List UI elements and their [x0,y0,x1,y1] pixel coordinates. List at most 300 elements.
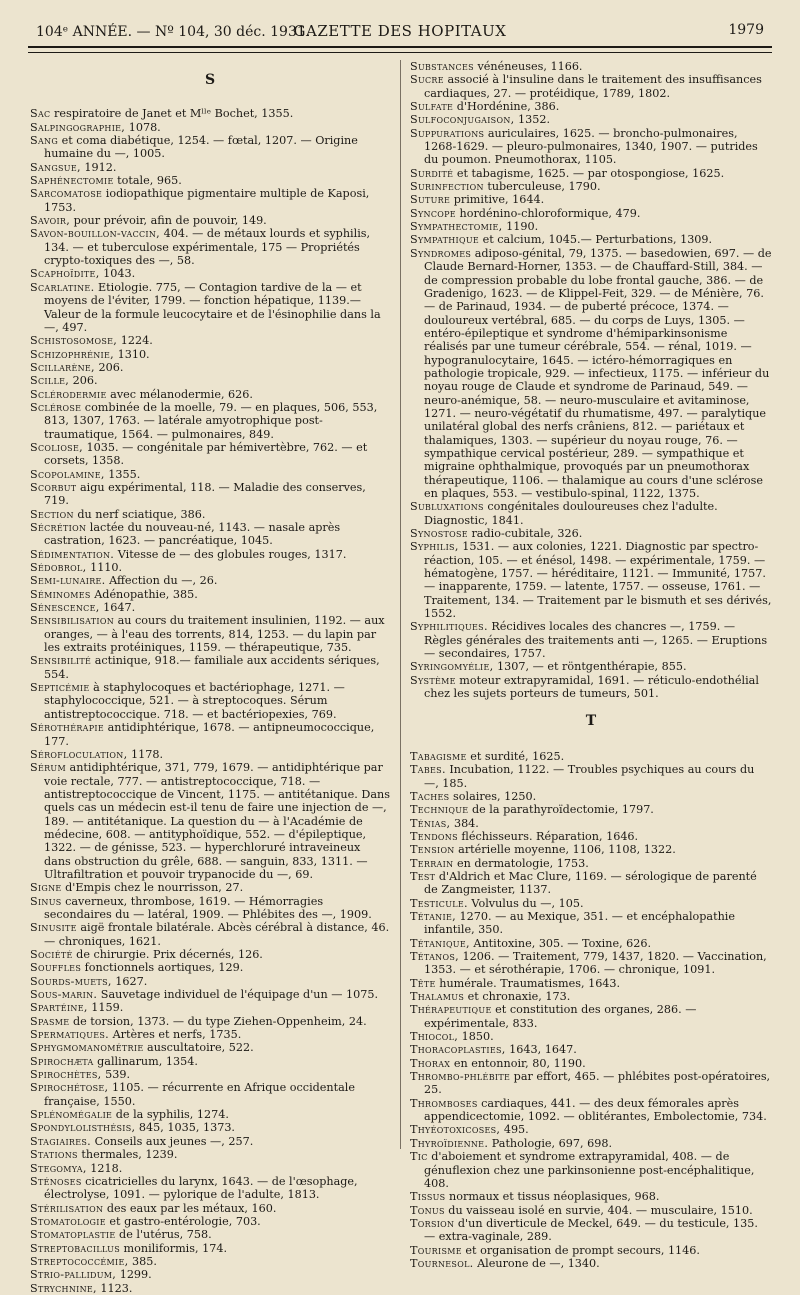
index-entry-text: cicatricielles du larynx, 1643. — de l'œsophage, électrolyse, 1091. — pylorique de l'adulte, 1813. [44,1174,358,1202]
index-entry [410,100,772,113]
index-entry-heading: Stérilisation [30,1201,104,1215]
index-entry [30,1081,390,1108]
index-entry-heading: Thrombo-phlébite [410,1070,511,1084]
section-letter-t: T [585,712,597,729]
index-entry [410,207,772,220]
index-entry [30,721,390,748]
index-entry-heading: Subluxations [410,500,484,514]
index-entry [30,187,390,214]
index-entry [410,113,772,126]
index-entry [410,73,772,100]
index-entry-heading: Tension [410,843,455,857]
index-entry [410,750,772,763]
index-entry [410,950,772,977]
index-entry-heading: Streptobacillus [30,1241,120,1255]
index-entry-heading: Section [30,507,74,521]
index-entry-text: Pathologie, 697, 698. [488,1136,613,1150]
index-entry-heading: Système [410,673,456,687]
index-entry-heading: Tabagisme [410,749,467,763]
index-entry-text: de la syphilis, 1274. [112,1108,229,1122]
index-entry-heading: Spirochètes, [30,1068,102,1082]
index-entry-heading: Sang [30,134,59,148]
index-entry-text: de chirurgie. Prix décernés, 126. [72,948,263,961]
right-column [410,60,772,1270]
index-entry-text: des eaux par les métaux, 160. [103,1201,277,1215]
index-entry-text: et constitution des organes, 286. — expérimentale, 833. [424,1003,697,1030]
index-entry-heading: Synostose [410,527,468,541]
page-number: 1979 [728,22,764,38]
index-entry-heading: Spirochétose, [30,1081,109,1095]
index-entry-heading: Sérum [30,761,66,775]
index-entry-heading: Splénomégalie [30,1108,113,1122]
index-entry [30,654,390,681]
index-entry-text: 1352. [514,113,551,127]
index-entry [30,468,390,481]
index-entry-heading: Tonus [410,1203,445,1217]
index-entry-heading: Stations [30,1148,78,1162]
index-entry [30,588,390,601]
index-entry-text: en entonnoir, 80, 1190. [450,1056,586,1070]
index-entry [410,527,772,540]
index-entry [410,1057,772,1070]
index-entry-heading: Séminomes [30,587,91,601]
index-entry [30,214,390,227]
index-entry-heading: Scopolamine, [30,467,105,481]
index-entry-heading: Terrain [410,856,454,870]
index-entry-text: adiposo-génital, 79, 1375. — basedowien, 697. — de Claude Bernard-Horner, 1353. — de Chauffard-Still, 384. — de compression probable du lobe frontal gauche, 386. — de Gradenigo, 1623. — de Klippel-Feit, 329. — de Ménière, 76. — de Parinaud, 1934. — de puberté précoce, 1374. — douloureux vertébral, 685. — du corps de Luys, 1305. — entéro-épileptique et syndrome d'hémiparkinsonisme réalisés par une tumeur cérébrale, 554. — rénal, 1019. — hypogranulocytaire, 1645. — ictéro-hémorragiques en pathologie tropicale, 929. — infectieux, 1175. — inférieur du noyau rouge de Claude et syndrome de Parinaud, 549. — neuro-anémique, 58. — neuro-musculaire et avitaminose, 1271. — neuro-végétatif du rhumatisme, 497. — paralytique unilatéral global des nerfs crâniens, 812. — pariétaux et thalamiques, 1303. — supérieur du noyau rouge, 76. — sympathique cervical postérieur, 289. — sympathique et migraine ophthalmique, provoqués par un pneumothorax thérapeutique, 1106. — thalamique au cours d'une sclérose en plaques, 553. — vestibulo-spinal, 1122, 1375. [424,246,772,500]
index-entry [410,803,772,816]
index-entry-heading: Souffles [30,961,82,975]
index-entry-text: 495. [500,1123,529,1137]
index-entry [30,134,390,161]
index-entry-heading: Sédimentation. [30,547,115,561]
index-entry-heading: Sympathique [410,233,480,247]
index-entry [30,601,390,614]
index-entry-heading: Sous-marin. [30,988,98,1002]
index-entry-text: 1035. — congénitale par hémivertèbre, 762. — et corsets, 1358. [44,440,368,468]
index-entry-text: 845, 1035, 1373. [135,1121,235,1135]
index-entry [410,247,772,501]
index-entry [30,1282,390,1295]
index-entry-text: gallinarum, 1354. [93,1054,198,1068]
index-entry-text: 1206. — Traitement, 779, 1437, 1820. — Vaccination, 1353. — et sérothérapie, 1706. — chronique, 1091. [424,950,767,977]
index-entry [30,161,390,174]
index-entry-heading: Tissus [410,1190,446,1204]
index-entry-heading: Stomatologie [30,1214,106,1228]
issue-info: 104ᵉ ANNÉE. — Nº 104, 30 déc. 1931. [36,24,311,40]
index-entry-heading: Sécrétion [30,521,87,534]
index-entry-heading: Tête [410,976,436,990]
index-entry-heading: Savon-bouillon-vaccin, [30,227,161,241]
index-entry-text: antidiphtérique, 371, 779, 1679. — antidiphtérique par voie rectale, 777. — antistreptococcique, 718. — antistreptococcique de Vincent, 1175. — antitétanique. Dans quels cas un médecin est-il tenu de faire une injection de —, 189. — antitétanique. La question du — à l'Académie de médecine, 608. — antityphoïdique, 552. — d'épileptique, 1322. — de génisse, 523. — hyperchloruré intraveineux dans obstruction du grêle, 688. — sanguin, 833, 1311. — Ultrafiltration et pouvoir trypanocide du —, 69. [44,761,390,881]
index-entry [410,1003,772,1030]
index-entry-text: 206. [69,374,98,388]
index-entry [30,561,390,574]
index-entry-heading: Tabes. [410,763,446,777]
index-entry-text: et gastro-entérologie, 703. [105,1214,261,1228]
index-entry-heading: Sensibilisation [30,614,115,628]
index-entry-text: d'un diverticule de Meckel, 649. — du testicule, 135. — extra-vaginale, 289. [424,1216,758,1244]
index-entry [30,881,390,894]
index-entry-text: de l'utérus, 758. [115,1228,212,1242]
page-header [36,16,764,40]
index-entry-heading: Signe [30,881,62,895]
index-entry-heading: Sangsue, [30,160,81,174]
index-entry [30,361,390,374]
index-entry-heading: Tétanos, [410,950,459,963]
index-entry-heading: Taches [410,789,450,803]
index-entry-text: 1190. [502,220,539,234]
index-entry-text: solaires, 1250. [449,789,537,803]
index-entry-heading: Thiocol, [410,1030,459,1044]
index-entry-text: antidiphtérique, 1678. — antipneumococcique, 177. [44,721,375,748]
index-entry-text: moteur extrapyramidal, 1691. — réticulo-endothélial chez les sujets porteurs de tumeurs, 501. [424,673,759,701]
index-entry-heading: Spirochæta [30,1054,94,1068]
index-entry [410,1257,772,1270]
right-entry-list-s [410,60,772,701]
index-entry [410,1043,772,1056]
index-entry-text: combinée de la moelle, 79. — en plaques, 506, 553, 813, 1307, 1763. — latérale amyotrophique post-traumatique, 1564. — pulmonaires, 849. [44,400,378,441]
index-entry-text: tuberculeuse, 1790. [483,180,601,194]
index-entry [410,857,772,870]
index-entry-text: 539. [101,1068,131,1082]
index-entry-heading: Syphilitiques. [410,620,488,634]
index-entry-text: pour prévoir, afin de pouvoir, 149. [70,214,267,228]
index-entry-text: Récidives locales des chancres —, 1759. — Règles générales des traitements anti —, 1265. — Eruptions — secondaires, 1757. [424,620,768,661]
index-entry-text: vénéneuses, 1166. [473,60,583,73]
index-entry-text: artérielle moyenne, 1106, 1108, 1322. [454,843,676,857]
right-entry-list-t [410,750,772,1270]
index-entry [410,1150,772,1190]
index-entry-heading: Surinfection [410,180,484,194]
index-entry-heading: Sarcomatose [30,187,103,201]
index-entry-heading: Semi-lunaire. [30,574,106,588]
index-entry-text: à staphylocoques et bactériophage, 1271. — staphylococcique, 521. — à streptocoques. Sérum antistreptococcique. 718. — et bactériopexies, 769. [44,681,345,721]
index-entry-text: 385. [128,1254,157,1268]
index-entry-text: 1224. [117,334,153,348]
index-entry-heading: Schizophrénie, [30,347,115,361]
index-entry-text: Vitesse de — des globules rouges, 1317. [114,547,347,561]
index-entry [30,614,390,654]
index-entry-heading: Tétanique, [410,936,470,950]
index-entry-text: hordénino-chloroformique, 479. [455,206,641,220]
index-entry-heading: Salpingographie, [30,120,126,134]
index-entry-text: actinique, 918.— familiale aux accidents sériques, 554. [44,654,380,681]
index-entry-text: avec mélanodermie, 626. [106,387,253,401]
left-entry-list [30,107,390,1295]
index-entry [30,121,390,134]
index-entry-heading: Thyroïdienne. [410,1136,489,1150]
index-entry [410,127,772,167]
index-entry-text: par effort, 465. — phlébites post-opératoires, 25. [424,1070,771,1097]
index-entry [30,1268,390,1281]
index-entry [30,481,390,508]
index-entry-text: Sauvetage individuel de l'équipage d'un — 1075. [97,988,379,1002]
index-entry-text: 1647. [99,601,136,615]
index-entry [30,574,390,587]
index-entry-heading: Sédobrol, [30,561,87,575]
index-entry-text: d'aboiement et syndrome extrapyramidal, 408. — de génuflexion chez une parkinsonienne post-encéphalitique, 408. [424,1150,755,1190]
index-entry-heading: Stegomya, [30,1161,87,1175]
index-entry [410,1190,772,1203]
index-entry [30,281,390,334]
index-entry-text: 1123. [96,1281,133,1295]
index-entry-heading: Sérofloculation, [30,747,128,761]
index-entry [30,1148,390,1161]
index-entry [30,921,390,948]
index-entry-heading: Surdité [410,166,454,180]
index-entry-heading: Sinus [30,894,62,908]
index-entry [30,1001,390,1014]
index-entry-heading: Strychnine, [30,1281,97,1295]
index-entry-heading: Thyéotoxicoses, [410,1123,501,1137]
index-entry [410,233,772,246]
index-entry-text: 1310. [114,347,150,361]
index-entry-heading: Stomatoplastie [30,1228,116,1242]
index-entry-heading: Strio-pallidum, [30,1268,117,1282]
index-entry-text: Adénopathie, 385. [90,587,198,601]
index-entry [410,763,772,790]
index-entry-text: fléchisseurs. Réparation, 1646. [457,829,639,843]
index-entry-text: Antitoxine, 305. — Toxine, 626. [469,936,652,950]
index-entry-text: Aleurone de —, 1340. [473,1256,600,1270]
index-entry-heading: Tourisme [410,1243,462,1257]
index-entry-text: 1912. [80,160,117,174]
index-entry [410,1137,772,1150]
index-entry-heading: Suture [410,193,451,207]
index-entry-text: Affection du —, 26. [105,574,218,588]
index-entry-heading: Scillarène, [30,360,95,374]
index-entry [410,1204,772,1217]
index-entry-heading: Scarlatine. [30,280,95,294]
index-entry-heading: Scaphoïdite, [30,267,100,281]
index-entry-text: moniliformis, 174. [120,1241,228,1255]
index-entry-heading: Syndromes [410,246,472,260]
index-entry [30,895,390,922]
index-entry [410,977,772,990]
index-entry-text: 404. — de métaux lourds et syphilis, 134. — et tuberculose expérimentale, 175 — Propriétés crypto-toxiques des —, 58. [44,227,371,268]
index-entry-text: humérale. Traumatismes, 1643. [435,976,621,990]
index-entry [30,374,390,387]
index-entry [410,817,772,830]
index-entry-text: de torsion, 1373. — du type Ziehen-Oppenheim, 24. [69,1014,367,1028]
index-entry-heading: Syphilis, [410,540,459,554]
index-entry [30,174,390,187]
index-entry [410,990,772,1003]
index-entry-heading: Thorax [410,1056,451,1070]
index-entry [30,548,390,561]
index-entry [410,843,772,856]
journal-title: GAZETTE DES HOPITAUX [293,22,507,40]
index-entry-heading: Thérapeutique [410,1003,492,1017]
index-entry [410,193,772,206]
index-entry-heading: Substances [410,60,474,73]
index-entry-heading: Sulfate [410,100,454,114]
index-entry-heading: Septicémie [30,681,90,695]
index-entry [30,401,390,441]
index-entry-text: 1627. [111,974,148,988]
index-entry-text: 1105. — récurrente en Afrique occidentale française, 1550. [44,1081,355,1108]
index-entry-heading: Stagiaires. [30,1134,92,1148]
index-entry-text: 1178. [127,747,164,761]
index-entry [410,1123,772,1136]
index-entry [30,1068,390,1081]
index-entry-heading: Thoracoplasties, [410,1043,506,1057]
index-entry-text: et coma diabétique, 1254. — fœtal, 1207. — Origine humaine du —, 1005. [44,134,358,161]
index-entry-text: au cours du traitement insulinien, 1192. — aux oranges, — à l'eau des torrents, 814, 1253. — du lapin par les extraits protéiniques, 1159. — thérapeutique, 735. [44,614,385,655]
index-entry [30,1202,390,1215]
index-entry [30,1055,390,1068]
index-entry [410,937,772,950]
index-entry-heading: Spasme [30,1014,70,1028]
index-entry-text: thermales, 1239. [77,1148,178,1162]
index-entry-text: 1643, 1647. [505,1043,577,1057]
index-entry-text: respiratoire de Janet et Mˡˡᵉ Bochet, 1355. [50,107,294,121]
header-rule [28,46,772,53]
index-entry-heading: Scille, [30,374,70,388]
index-entry-text: 384. [450,816,479,830]
index-entry-text: Volvulus du —, 105. [467,896,584,910]
index-entry-text: 1218. [86,1161,123,1175]
section-letter-s: S [204,72,216,88]
index-entry [30,441,390,468]
index-entry [410,1217,772,1244]
index-entry [410,910,772,937]
index-entry-heading: Sclérose [30,400,82,414]
index-entry-text: lactée du nouveau-né, 1143. — nasale après castration, 1623. — pancréatique, 1045. [44,521,341,548]
index-entry [30,948,390,961]
index-entry [30,267,390,280]
index-entry-text: du vaisseau isolé en survie, 404. — musculaire, 1510. [444,1203,753,1217]
index-entry [410,220,772,233]
index-entry-heading: Sympathectomie, [410,220,503,234]
index-entry-text: congénitales douloureuses chez l'adulte. Diagnostic, 1841. [424,500,718,527]
index-entry-heading: Sénescence, [30,601,100,615]
index-entry-text: Etiologie. 775, — Contagion tardive de la — et moyens de l'éviter, 1799. — fonction hépatique, 1139.— Valeur de la formule leucocytaire et de l'ésinophilie dans la —, 497. [44,280,381,334]
index-entry-heading: Sclérodermie [30,387,107,401]
index-entry-heading: Suppurations [410,126,485,140]
index-entry-heading: Sphygmomanométrie [30,1041,144,1055]
index-entry-heading: Ténias, [410,816,451,830]
index-entry [410,897,772,910]
column-divider [400,60,401,1149]
index-entry-heading: Sucre [410,73,444,87]
index-entry-heading: Thalamus [410,990,465,1004]
index-entry [30,1015,390,1028]
index-entry-text: 1110. [86,561,123,575]
index-entry-text: 1270. — au Mexique, 351. — et encéphalopathie infantile, 350. [424,909,735,937]
index-entry-text: iodiopathique pigmentaire multiple de Kaposi, 1753. [44,187,370,214]
index-entry-text: 206. [94,360,124,374]
index-entry-text: aigë frontale bilatérale. Abcès cérébral à distance, 46. — chroniques, 1621. [44,921,390,948]
index-entry [30,748,390,761]
index-entry-text: auscultatoire, 522. [143,1041,254,1055]
index-entry [410,660,772,673]
index-entry-heading: Test [410,869,436,883]
index-entry-text: Artères et nerfs, 1735. [109,1028,242,1042]
index-entry [30,521,390,548]
index-entry [30,1041,390,1054]
index-entry-heading: Sac [30,107,51,121]
index-entry-text: 1355. [104,467,141,481]
index-entry-text: du nerf sciatique, 386. [73,507,206,521]
index-entry-text: d'Aldrich et Mac Clure, 1169. — sérologique de parenté de Zangmeister, 1137. [424,869,757,897]
index-entry-heading: Tétanie, [410,909,456,923]
index-entry-heading: Sinusite [30,921,77,935]
index-entry-text: Conseils aux jeunes —, 257. [91,1134,254,1148]
index-entry [30,1228,390,1241]
index-entry-text: 1850. [458,1030,494,1044]
index-entry-text: et tabagisme, 1625. — par otospongiose, 1625. [453,166,725,180]
index-entry [30,107,390,120]
index-entry [30,227,390,267]
index-entry-text: caverneux, thrombose, 1619. — Hémorragies secondaires du — latéral, 1909. — Phlébites des —, 1909. [44,894,372,921]
left-column [30,60,390,1295]
index-entry-text: 1299. [116,1268,152,1282]
index-entry-heading: Tic [410,1150,428,1164]
index-entry [30,388,390,401]
index-entry-text: de la parathyroïdectomie, 1797. [468,803,654,817]
index-entry-heading: Sérothérapie [30,721,105,735]
index-entry-text: 1531. — aux colonies, 1221. Diagnostic par spectro-réaction, 105. — et énésol, 1498. — expérimentale, 1759. — hématogène, 1757. — héréditaire, 1121. — Immunité, 1757. — inapparente, 1759. — latente, 1757. — osseuse, 1761. — Traitement, 134. — Traitement par le bismuth et ses dérivés, 1552. [424,540,772,621]
index-entry-text: Incubation, 1122. — Troubles psychiques au cours du —, 185. [424,763,755,790]
index-entry [30,1215,390,1228]
index-entry [410,674,772,701]
index-entry [30,334,390,347]
index-entry-heading: Tendons [410,829,458,843]
index-entry-heading: Syringomyélie, [410,660,494,674]
index-entry-heading: Société [30,948,73,961]
index-entry [30,1135,390,1148]
index-entry [30,508,390,521]
index-entry-heading: Spondylolisthésis, [30,1121,136,1135]
index-entry [30,1255,390,1268]
index-entry-heading: Torsion [410,1216,455,1230]
index-entry-text: totale, 965. [113,174,182,188]
index-entry [30,961,390,974]
index-entry-heading: Spermatiques. [30,1028,110,1042]
index-entry [30,988,390,1001]
index-entry-heading: Spartéine, [30,1001,88,1015]
index-entry [30,1162,390,1175]
index-entry-text: en dermatologie, 1753. [453,856,589,870]
index-entry-text: et chronaxie, 173. [464,990,571,1004]
index-entry-text: 1159. [87,1001,124,1015]
index-entry-text: aigu expérimental, 118. — Maladie des conserves, 719. [44,480,366,508]
index-entry-heading: Technique [410,803,469,817]
index-entry [410,180,772,193]
index-entry-text: d'Hordénine, 386. [453,100,560,114]
index-entry-heading: Streptococcémie, [30,1254,129,1268]
index-entry [410,1244,772,1257]
index-entry-text: primitive, 1644. [450,193,545,207]
index-entry [30,1121,390,1134]
index-entry [30,348,390,361]
index-entry [30,1242,390,1255]
index-entry [410,540,772,620]
index-entry-text: cardiaques, 441. — des deux fémorales après appendicectomie, 1092. — oblitérantes, Embolectomie, 734. [424,1096,767,1124]
index-entry [410,500,772,527]
index-entry [410,830,772,843]
index-entry-text: d'Empis chez le nourrisson, 27. [61,881,244,895]
index-entry [410,870,772,897]
index-entry-heading: Scoliose, [30,440,83,454]
index-entry-text: radio-cubitale, 326. [467,527,583,541]
index-entry-heading: Savoir, [30,214,71,228]
index-entry-heading: Thromboses [410,1096,478,1110]
index-entry [30,1028,390,1041]
index-entry-text: et calcium, 1045.— Perturbations, 1309. [479,233,713,247]
